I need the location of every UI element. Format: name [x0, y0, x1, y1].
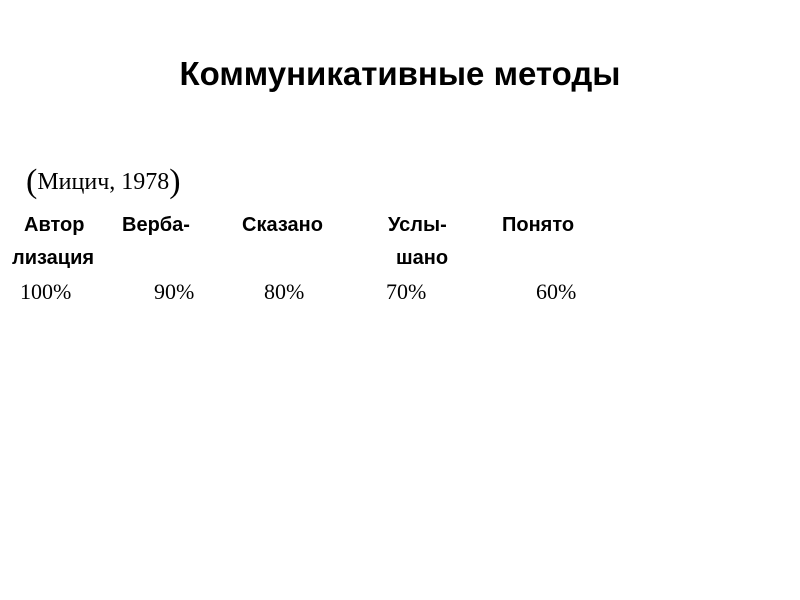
citation-text: Мицич, 1978 — [37, 169, 170, 195]
header-understood: Понято — [502, 214, 575, 236]
slide-title: Коммуникативные методы — [179, 55, 621, 92]
header-heard-line1: Услы- — [388, 214, 447, 236]
value-verbalization: 90% — [154, 279, 195, 304]
citation — [26, 162, 181, 202]
header-verbalization-line1: Верба- — [122, 214, 190, 236]
header-verbalization-line2: лизация — [12, 247, 95, 269]
header-said: Сказано — [242, 214, 323, 236]
value-understood: 60% — [536, 279, 577, 304]
header-heard-line2: шано — [396, 247, 449, 269]
header-author: Автор — [24, 214, 85, 236]
citation-close-paren: ) — [169, 163, 181, 200]
citation-open-paren: ( — [26, 163, 38, 200]
value-heard: 70% — [386, 279, 427, 304]
value-said: 80% — [264, 279, 305, 304]
value-author: 100% — [20, 279, 72, 304]
